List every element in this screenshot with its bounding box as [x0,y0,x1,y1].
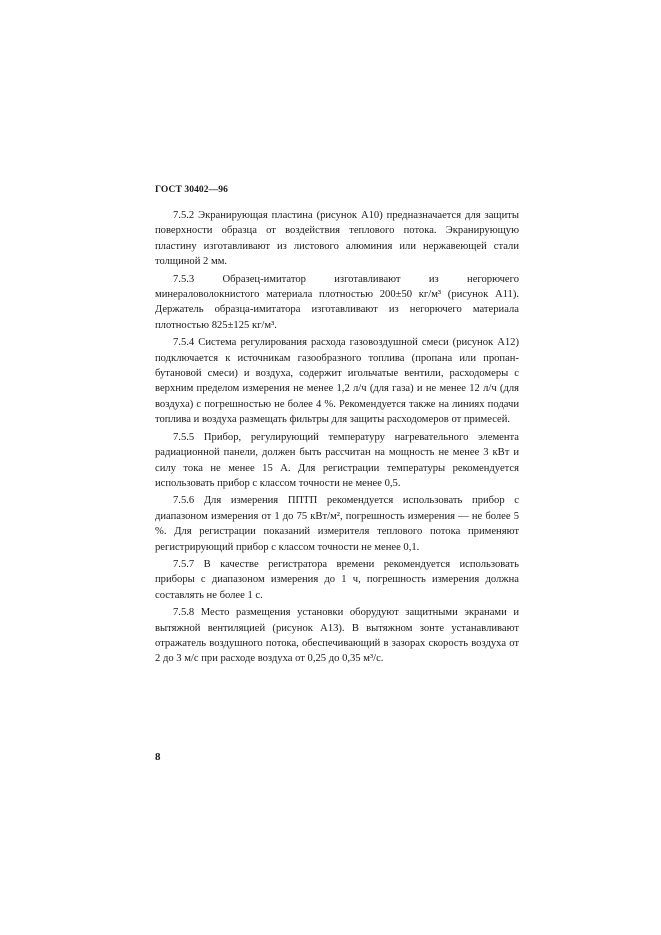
paragraph-7-5-7: 7.5.7 В качестве регистратора времени рекомендуется использовать приборы с диапазоном измерения до 1 ч, погрешность измерения должна составлять не более 1 с. [155,558,519,601]
paragraph-7-5-5: 7.5.5 Прибор, регулирующий температуру нагревательного элемента радиационной панели, должен быть рассчитан на мощность не менее 3 кВт и силу тока не менее 15 А. Для регистрации температуры рекомендуется использовать прибор с классом точности не менее 0,5. [155,431,519,489]
paragraph-7-5-6: 7.5.6 Для измерения ППТП рекомендуется использовать прибор с диапазоном измерения от 1 до 75 кВт/м², погрешность измерения — не более 5 %. Для регистрации показаний измерителя теплового потока применяют регистрирующий прибор с классом точности не менее 0,1. [155,495,519,553]
paragraph-7-5-8: 7.5.8 Место размещения установки оборудуют защитными экранами и вытяжной вентиляцией (рисунок А13). В вытяжном зонте устанавливают отражатель воздушного потока, обеспечивающий в зазорах скорость воздуха от 2 до 3 м/с при расходе воздуха от 0,25 до 0,35 м³/с. [155,607,519,665]
paragraph-7-5-4: 7.5.4 Система регулирования расхода газовоздушной смеси (рисунок А12) подключается к источникам газообразного топлива (пропана или пропан-бутановой смеси) и воздуха, содержит игольчатые вентили, расходомеры с верхним пределом измерения не менее 1,2 л/ч (для газа) и не менее 12 л/ч (для воздуха) с погрешностью не более 4 %. Рекомендуется также на линиях подачи топлива и воздуха размещать фильтры для защиты расходомеров от примесей. [155,337,519,426]
page-number: 8 [155,751,161,763]
document-body [155,208,519,669]
document-code-header: ГОСТ 30402—96 [155,185,228,195]
paragraph-7-5-2: 7.5.2 Экранирующая пластина (рисунок А10) предназначается для защиты поверхности образца от воздействия теплового потока. Экранирующую пластину изготавливают из листового алюминия или нержавеющей стали толщиной 2 мм. [155,210,519,268]
paragraph-7-5-3: 7.5.3 Образец-имитатор изготавливают из негорючего минераловолокнистого материала плотностью 200±50 кг/м³ (рисунок А11). Держатель образца-имитатора изготавливают из негорючего материала плотностью 825±125 кг/м³. [155,273,519,331]
